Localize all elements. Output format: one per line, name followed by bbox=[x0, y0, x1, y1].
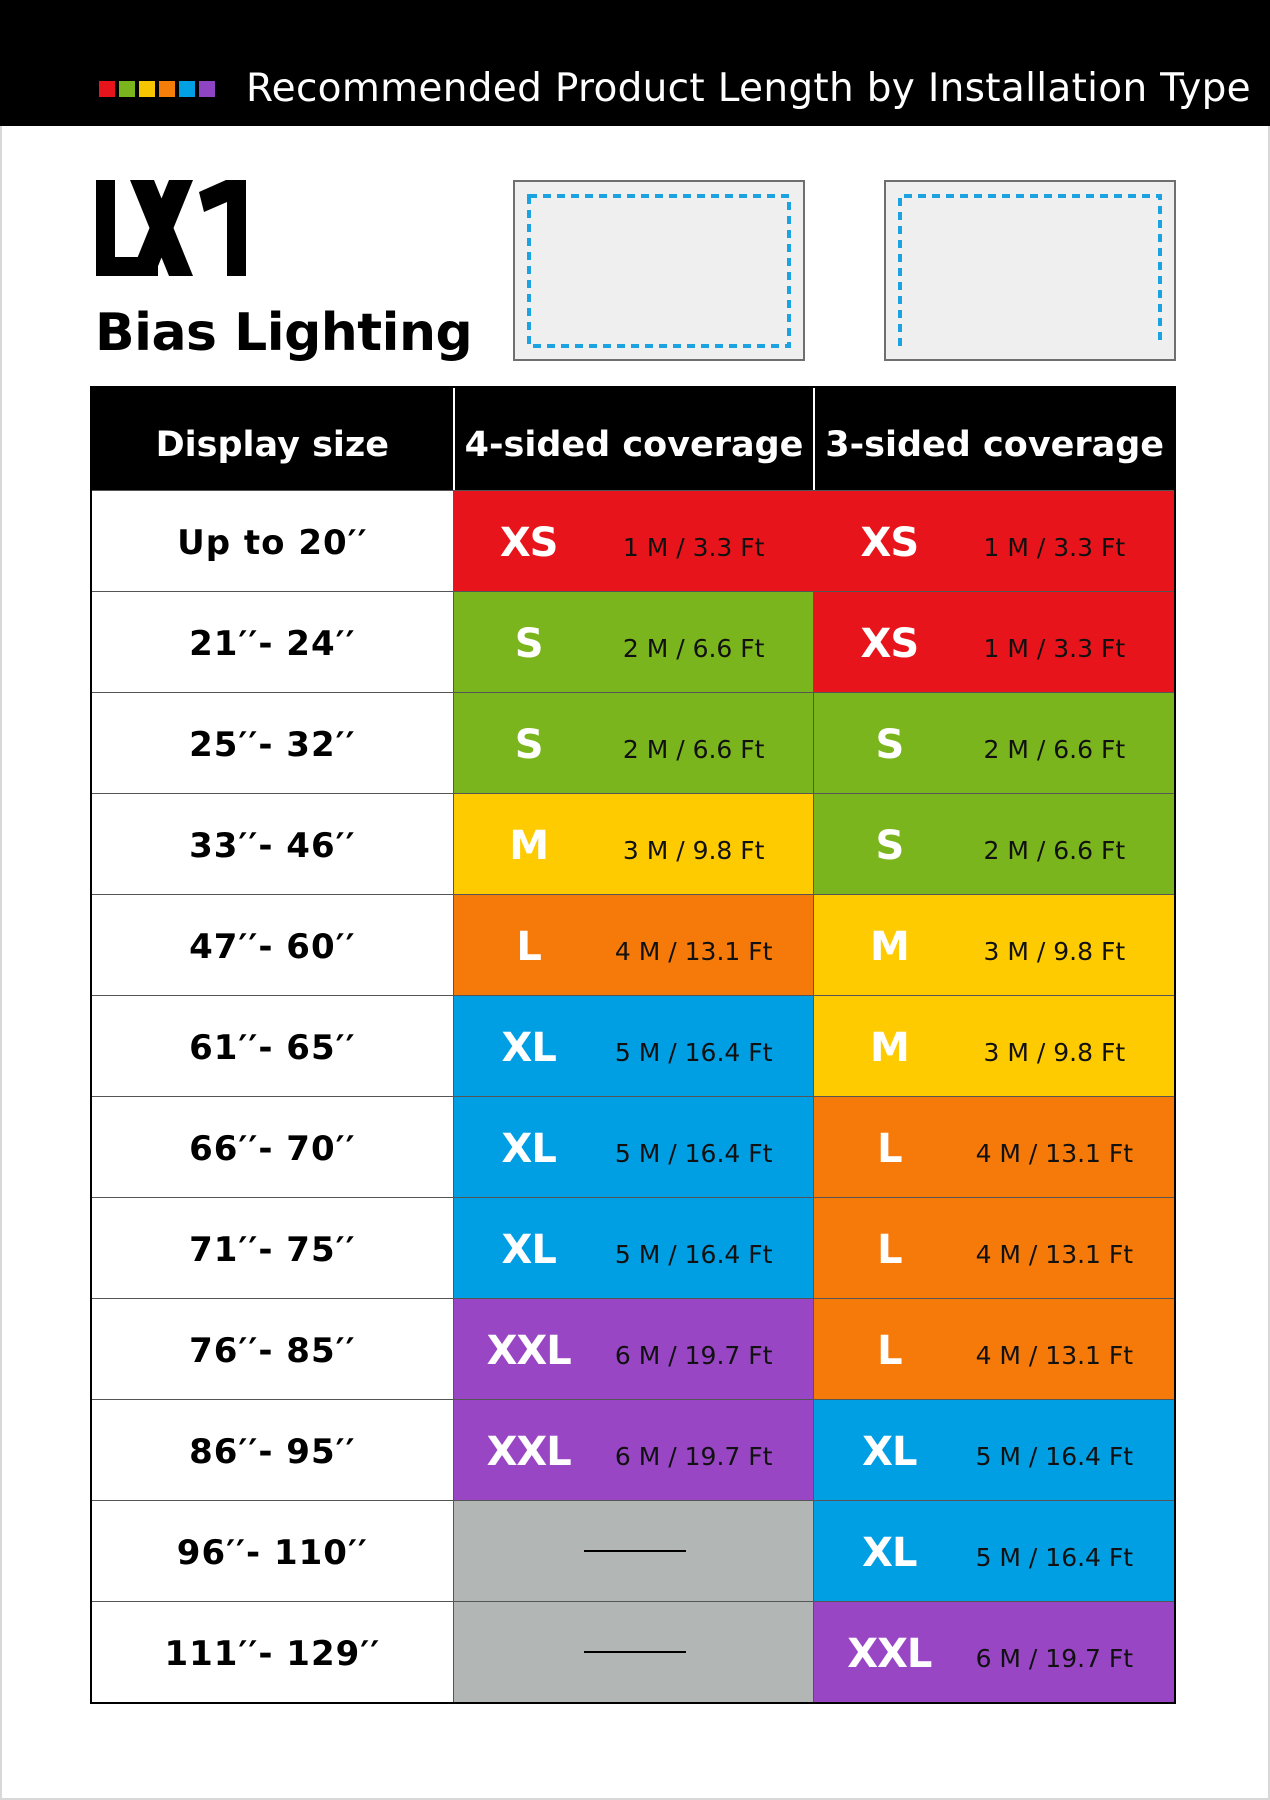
four-sided-size-cell bbox=[453, 592, 814, 692]
length-value: 4 M / 13.1 Ft bbox=[614, 937, 773, 966]
size-code: S bbox=[514, 621, 543, 667]
display-size-cell: 47′′- 60′′ bbox=[92, 895, 453, 995]
three-sided-size-cell bbox=[813, 794, 1174, 894]
swatch-orange bbox=[159, 81, 175, 97]
length-table bbox=[90, 386, 1176, 1704]
length-value: 2 M / 6.6 Ft bbox=[983, 836, 1126, 865]
table-row bbox=[92, 1197, 1174, 1298]
size-code: XL bbox=[501, 1126, 556, 1172]
size-code: M bbox=[869, 924, 909, 970]
table-row bbox=[92, 692, 1174, 793]
table-row bbox=[92, 1298, 1174, 1399]
table-row bbox=[92, 1500, 1174, 1601]
product-subtitle: Bias Lighting bbox=[95, 303, 473, 363]
length-value: 2 M / 6.6 Ft bbox=[622, 735, 765, 764]
display-size-cell: 96′′- 110′′ bbox=[92, 1501, 453, 1601]
size-code: M bbox=[509, 823, 549, 869]
size-code: S bbox=[875, 823, 904, 869]
three-sided-size-cell bbox=[813, 1501, 1174, 1601]
table-row bbox=[92, 1096, 1174, 1197]
length-value: 6 M / 19.7 Ft bbox=[975, 1644, 1134, 1673]
table-row bbox=[92, 995, 1174, 1096]
display-size-cell: 86′′- 95′′ bbox=[92, 1400, 453, 1500]
length-value: 1 M / 3.3 Ft bbox=[622, 533, 765, 562]
table-body bbox=[92, 490, 1174, 1702]
header-four-sided: 4-sided coverage bbox=[453, 388, 814, 490]
length-value: 2 M / 6.6 Ft bbox=[622, 634, 765, 663]
four-sided-size-cell bbox=[453, 895, 814, 995]
display-size-cell: 66′′- 70′′ bbox=[92, 1097, 453, 1197]
size-code: L bbox=[877, 1328, 902, 1374]
size-code: XL bbox=[501, 1227, 556, 1273]
size-code: XL bbox=[862, 1429, 917, 1475]
page-title: Recommended Product Length by Installation Type bbox=[246, 66, 1251, 111]
header-display-size: Display size bbox=[155, 425, 390, 465]
three-sided-size-cell bbox=[813, 1198, 1174, 1298]
size-code: S bbox=[514, 722, 543, 768]
title-bar bbox=[0, 0, 1270, 126]
size-code: XS bbox=[860, 520, 919, 566]
three-sided-size-cell bbox=[813, 592, 1174, 692]
four-sided-not-available-cell bbox=[453, 1602, 814, 1702]
length-value: 4 M / 13.1 Ft bbox=[975, 1240, 1134, 1269]
size-code: XXL bbox=[847, 1631, 932, 1677]
display-size-cell: 33′′- 46′′ bbox=[92, 794, 453, 894]
size-code: L bbox=[877, 1227, 902, 1273]
table-row bbox=[92, 1601, 1174, 1702]
length-value: 2 M / 6.6 Ft bbox=[983, 735, 1126, 764]
length-value: 5 M / 16.4 Ft bbox=[614, 1139, 773, 1168]
size-code: XXL bbox=[486, 1429, 571, 1475]
color-swatches bbox=[99, 81, 215, 97]
four-sided-diagram bbox=[513, 180, 805, 361]
display-size-cell: 61′′- 65′′ bbox=[92, 996, 453, 1096]
three-sided-size-cell bbox=[813, 1602, 1174, 1702]
table-header bbox=[92, 388, 1174, 490]
swatch-green bbox=[119, 81, 135, 97]
table-row bbox=[92, 591, 1174, 692]
swatch-yellow bbox=[139, 81, 155, 97]
three-sided-size-cell bbox=[813, 996, 1174, 1096]
display-size-cell: 111′′- 129′′ bbox=[92, 1602, 453, 1702]
length-value: 5 M / 16.4 Ft bbox=[975, 1543, 1134, 1572]
length-value: 5 M / 16.4 Ft bbox=[614, 1038, 773, 1067]
four-sided-size-cell bbox=[453, 491, 814, 591]
not-available-dash bbox=[584, 1550, 686, 1552]
size-code: XS bbox=[860, 621, 919, 667]
four-sided-size-cell bbox=[453, 1198, 814, 1298]
size-code: XS bbox=[499, 520, 558, 566]
three-sided-size-cell bbox=[813, 491, 1174, 591]
three-sided-outline bbox=[886, 182, 1174, 359]
four-sided-size-cell bbox=[453, 693, 814, 793]
swatch-blue bbox=[179, 81, 195, 97]
display-size-cell: 25′′- 32′′ bbox=[92, 693, 453, 793]
header-three-sided: 3-sided coverage bbox=[813, 388, 1174, 490]
display-size-cell: 71′′- 75′′ bbox=[92, 1198, 453, 1298]
table-row bbox=[92, 1399, 1174, 1500]
length-value: 6 M / 19.7 Ft bbox=[614, 1442, 773, 1471]
four-sided-size-cell bbox=[453, 794, 814, 894]
display-size-cell: 76′′- 85′′ bbox=[92, 1299, 453, 1399]
three-sided-size-cell bbox=[813, 895, 1174, 995]
length-value: 6 M / 19.7 Ft bbox=[614, 1341, 773, 1370]
four-sided-outline bbox=[515, 182, 803, 359]
lx1-logo bbox=[96, 180, 296, 276]
size-code: L bbox=[877, 1126, 902, 1172]
swatch-red bbox=[99, 81, 115, 97]
length-value: 5 M / 16.4 Ft bbox=[975, 1442, 1134, 1471]
three-sided-size-cell bbox=[813, 1299, 1174, 1399]
three-sided-size-cell bbox=[813, 1097, 1174, 1197]
swatch-purple bbox=[199, 81, 215, 97]
four-sided-size-cell bbox=[453, 996, 814, 1096]
length-value: 1 M / 3.3 Ft bbox=[983, 634, 1126, 663]
display-size-cell: Up to 20′′ bbox=[92, 491, 453, 591]
size-code: S bbox=[875, 722, 904, 768]
not-available-dash bbox=[584, 1651, 686, 1653]
three-sided-size-cell bbox=[813, 1400, 1174, 1500]
size-code: M bbox=[869, 1025, 909, 1071]
table-row bbox=[92, 894, 1174, 995]
length-value: 1 M / 3.3 Ft bbox=[983, 533, 1126, 562]
four-sided-not-available-cell bbox=[453, 1501, 814, 1601]
length-value: 5 M / 16.4 Ft bbox=[614, 1240, 773, 1269]
length-value: 4 M / 13.1 Ft bbox=[975, 1341, 1134, 1370]
four-sided-size-cell bbox=[453, 1299, 814, 1399]
size-code: XXL bbox=[486, 1328, 571, 1374]
size-code: XL bbox=[501, 1025, 556, 1071]
four-sided-size-cell bbox=[453, 1400, 814, 1500]
size-code: L bbox=[516, 924, 541, 970]
length-value: 3 M / 9.8 Ft bbox=[983, 937, 1126, 966]
size-code: XL bbox=[862, 1530, 917, 1576]
four-sided-size-cell bbox=[453, 1097, 814, 1197]
three-sided-size-cell bbox=[813, 693, 1174, 793]
length-value: 3 M / 9.8 Ft bbox=[983, 1038, 1126, 1067]
three-sided-diagram bbox=[884, 180, 1176, 361]
table-row bbox=[92, 793, 1174, 894]
length-value: 3 M / 9.8 Ft bbox=[622, 836, 765, 865]
display-size-cell: 21′′- 24′′ bbox=[92, 592, 453, 692]
table-row bbox=[92, 490, 1174, 591]
length-value: 4 M / 13.1 Ft bbox=[975, 1139, 1134, 1168]
